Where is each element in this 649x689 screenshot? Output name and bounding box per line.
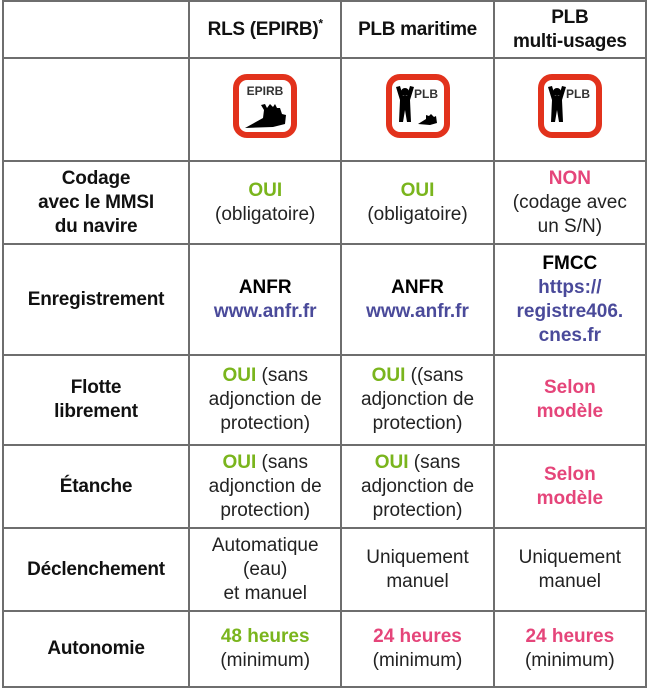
status-detail: protection) [220,413,311,434]
status-yes: OUI [400,179,435,201]
registration-org: ANFR [391,276,444,298]
registration-org: ANFR [238,276,292,298]
cell-declenchement-plb-multi [494,528,646,611]
status-no: NON [548,167,591,189]
cell-etanche-plb-maritime [341,445,493,528]
icon-cell-epirb [189,58,341,161]
status-yes: OUI [248,179,283,201]
plb-icon-text: PLB [413,87,438,101]
row-label-line: Flotte [70,377,122,398]
trigger-text: Uniquement [366,546,469,568]
column-header-label-line2: multi-usages [513,30,627,52]
plb-icon-text: PLB [565,87,590,101]
status-detail: (codage avec [512,191,627,213]
status-detail: (obligatoire) [215,203,316,225]
link-line: registre406. [516,300,624,322]
row-label-line: librement [54,401,138,422]
status-detail: (sans [256,365,308,386]
status-depends: modèle [536,487,604,509]
row-label-enregistrement [3,244,189,355]
row-label-autonomie [3,611,189,687]
icon-cell-plb-multi [494,58,646,161]
status-detail: adjonction de [208,389,322,410]
cell-etanche-rls [189,445,341,528]
cell-enregistrement-rls [189,244,341,355]
row-codage-mmsi [3,161,646,244]
column-header-label: RLS (EPIRB) [207,18,319,40]
status-depends: Selon [543,377,596,398]
epirb-icon [233,74,297,138]
cell-enregistrement-plb-multi [494,244,646,355]
row-enregistrement [3,244,646,355]
row-flotte-librement [3,355,646,445]
trigger-text: Uniquement [518,546,622,568]
row-label-flotte [3,355,189,445]
cell-autonomie-plb-multi [494,611,646,687]
cell-codage-plb-maritime [341,161,493,244]
icons-row [3,58,646,161]
cell-autonomie-rls [189,611,341,687]
row-label-line: Enregistrement [27,288,165,310]
link-line: https:// [538,276,602,298]
header-empty-cell [3,1,189,58]
status-detail: protection) [372,499,463,521]
status-detail: un S/N) [537,215,603,237]
row-label-line: Étanche [59,475,133,497]
icons-empty-cell [3,58,189,161]
status-detail: protection) [220,499,311,521]
cell-codage-plb-multi [494,161,646,244]
status-depends: Selon [543,463,596,485]
row-label-line: Déclenchement [27,558,165,580]
column-header-label-line1: PLB [551,6,589,28]
plb-maritime-icon [386,74,450,138]
row-label-etanche [3,445,189,528]
status-detail: adjonction de [208,475,322,497]
autonomy-detail: (minimum) [220,650,311,671]
row-label-codage [3,161,189,244]
status-yes: OUI [371,365,406,386]
plb-multi-icon [538,74,602,138]
cell-flotte-plb-multi [494,355,646,445]
anfr-link[interactable]: www.anfr.fr [213,300,317,322]
status-depends: modèle [536,401,604,422]
status-detail: (obligatoire) [367,203,468,225]
trigger-text: manuel [386,570,449,592]
anfr-link[interactable]: www.anfr.fr [366,300,469,322]
column-header-rls-epirb [189,1,341,58]
icon-cell-plb-maritime [341,58,493,161]
row-label-line: du navire [54,215,138,237]
row-autonomie [3,611,646,687]
registration-org: FMCC [542,252,598,274]
footnote-asterisk: * [318,16,323,31]
registre406-link[interactable] [499,276,641,348]
row-etanche [3,445,646,528]
trigger-text: manuel [538,570,601,592]
status-detail: (sans [408,451,461,473]
column-header-plb-multi-usages [494,1,646,58]
column-header-label: PLB maritime [358,18,477,40]
trigger-text: (eau) [243,558,288,580]
row-label-declenchement [3,528,189,611]
cell-autonomie-plb-maritime [341,611,493,687]
cell-codage-rls [189,161,341,244]
link-line: cnes.fr [538,324,601,346]
row-label-line: Codage [61,167,131,189]
status-detail: protection) [372,413,463,434]
autonomy-detail: (minimum) [372,650,463,671]
status-yes: OUI [222,365,257,386]
cell-declenchement-plb-maritime [341,528,493,611]
cell-flotte-rls [189,355,341,445]
autonomy-value: 24 heures [373,626,462,647]
trigger-text: Automatique [211,534,319,556]
autonomy-value: 48 heures [220,626,310,647]
autonomy-detail: (minimum) [524,650,615,671]
header-row [3,1,646,58]
row-declenchement [3,528,646,611]
cell-enregistrement-plb-maritime [341,244,493,355]
cell-declenchement-rls [189,528,341,611]
status-detail: ((sans [405,365,464,386]
status-yes: OUI [374,451,409,473]
epirb-icon-text: EPIRB [246,84,284,98]
row-label-line: Autonomie [47,638,145,659]
cell-flotte-plb-maritime [341,355,493,445]
status-detail: adjonction de [360,475,475,497]
status-detail: adjonction de [360,389,475,410]
autonomy-value: 24 heures [525,626,615,647]
status-yes: OUI [222,451,257,473]
row-label-line: avec le MMSI [38,191,154,213]
beacon-comparison-table [2,0,647,688]
column-header-plb-maritime [341,1,493,58]
status-detail: (sans [256,451,308,473]
cell-etanche-plb-multi [494,445,646,528]
trigger-text: et manuel [223,582,307,604]
